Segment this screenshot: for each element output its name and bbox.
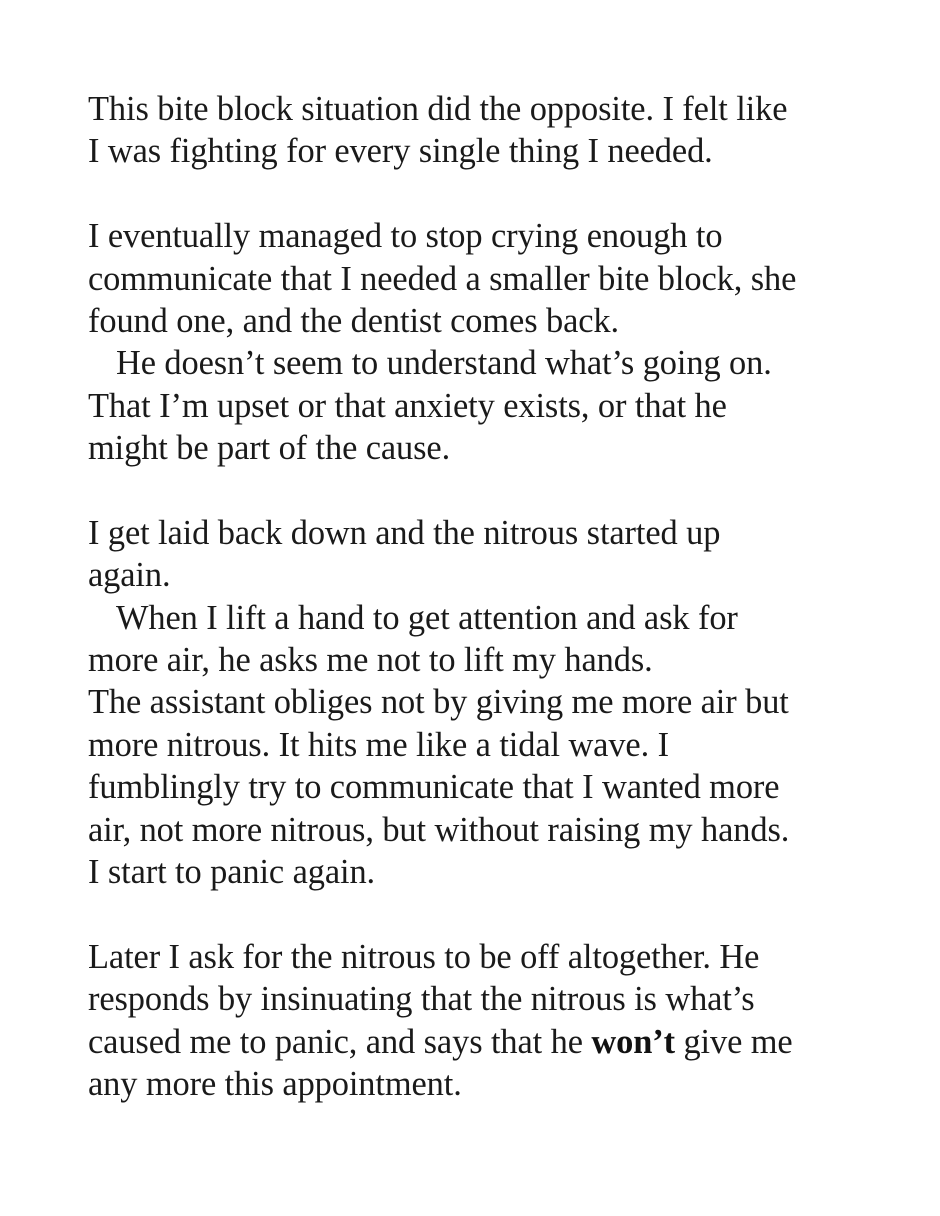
- text-line: found one, and the dentist comes back.: [88, 301, 620, 340]
- text-run: caused me to panic, and says that he: [88, 1022, 592, 1061]
- text-line: I eventually managed to stop crying enough to: [88, 217, 723, 256]
- text-line: Later I ask for the nitrous to be off altogether. He: [88, 937, 760, 976]
- paragraph-gap: [88, 470, 878, 512]
- text-line: fumblingly try to communicate that I wanted more: [88, 768, 780, 807]
- paragraph-1: [88, 88, 878, 173]
- document-page: [88, 88, 878, 1105]
- text-line: air, not more nitrous, but without raising my hands.: [88, 810, 790, 849]
- text-line: That I’m upset or that anxiety exists, or that he: [88, 386, 727, 425]
- text-line: I start to panic again.: [88, 853, 376, 892]
- text-line: more nitrous. It hits me like a tidal wave. I: [88, 725, 669, 764]
- text-line: communicate that I needed a smaller bite block, she: [88, 259, 797, 298]
- text-line: again.: [88, 556, 171, 595]
- paragraph-gap: [88, 893, 878, 935]
- paragraph-4: [88, 936, 878, 1106]
- text-line: This bite block situation did the opposite. I felt like: [88, 90, 788, 128]
- text-line-with-emphasis: [88, 1021, 878, 1063]
- paragraph-gap: [88, 173, 878, 215]
- paragraph-2: [88, 215, 878, 469]
- text-line-indented: When I lift a hand to get attention and ask for: [116, 598, 738, 637]
- text-line: responds by insinuating that the nitrous is what’s: [88, 980, 755, 1019]
- text-line: might be part of the cause.: [88, 429, 451, 468]
- text-line: any more this appointment.: [88, 1064, 462, 1103]
- text-line: The assistant obliges not by giving me more air but: [88, 683, 789, 722]
- text-line-indented: He doesn’t seem to understand what’s going on.: [116, 344, 772, 383]
- text-line: more air, he asks me not to lift my hands.: [88, 641, 653, 680]
- bold-emphasis: won’t: [591, 1022, 675, 1061]
- text-line: I was fighting for every single thing I needed.: [88, 132, 713, 171]
- paragraph-3: [88, 512, 878, 894]
- text-line: I get laid back down and the nitrous started up: [88, 513, 721, 552]
- text-run: give me: [674, 1022, 793, 1061]
